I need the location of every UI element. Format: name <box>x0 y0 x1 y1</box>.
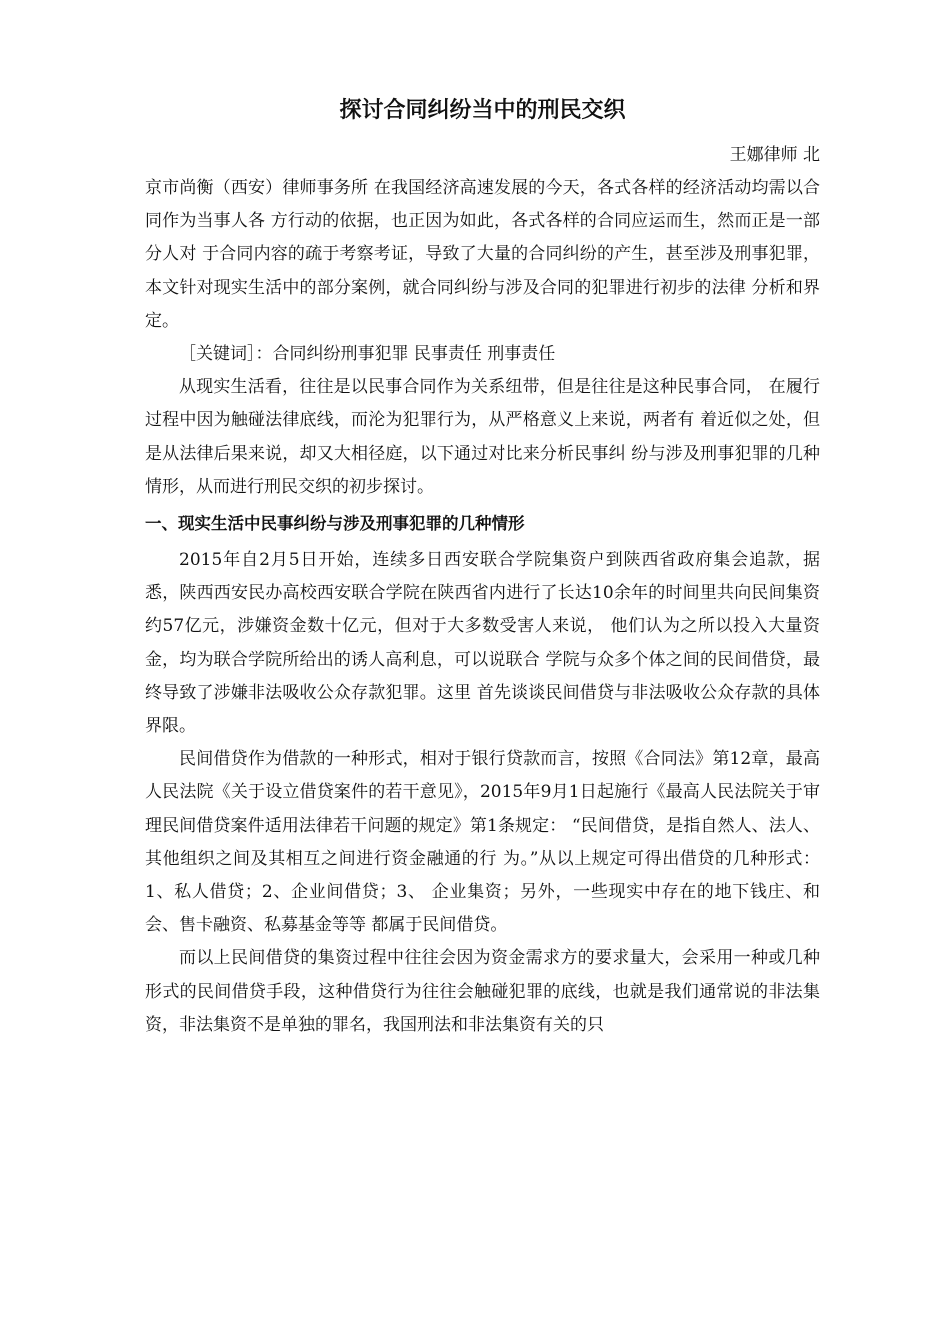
intro-paragraph: 京市尚衡（西安）律师事务所 在我国经济高速发展的今天，各式各样的经济活动均需以合同作为当事人各 方行动的依据，也正因为如此，各式各样的合同应运而生，然而正是一部分人对 于合同内容的疏于考察考证，导致了大量的合同纠纷的产生，甚至涉及刑事犯罪， 本文针对现实生活中的部分案例，就合同纠纷与涉及合同的犯罪进行初步的法律 分析和界定。 <box>145 178 820 331</box>
document-body <box>145 172 820 1042</box>
body-paragraph-4: 而以上民间借贷的集资过程中往往会因为资金需求方的要求量大，会采用一种或几种形式的民间借贷手段，这种借贷行为往往会触碰犯罪的底线，也就是我们通常说的非法集资，非法集资不是单独的罪名，我国刑法和非法集资有关的只 <box>145 948 820 1035</box>
body-paragraph-2: 2015年自2月5日开始，连续多日西安联合学院集资户到陕西省政府集会追款，据悉，陕西西安民办高校西安联合学院在陕西省内进行了长达10余年的时间里共向民间集资约57亿元，涉嫌资金数十亿元，但对于大多数受害人来说， 他们认为之所以投入大量资金，均为联合学院所给出的诱人高利息，可以说联合 学院与众多个体之间的民间借贷，最终导致了涉嫌非法吸收公众存款犯罪。这里 首先谈谈民间借贷与非法吸收公众存款的具体界限。 <box>145 550 820 737</box>
keywords-line: ［关键词］：合同纠纷刑事犯罪 民事责任 刑事责任 <box>179 344 556 365</box>
section-heading-1: 一、现实生活中民事纠纷与涉及刑事犯罪的几种情形 <box>145 514 525 534</box>
body-paragraph-1: 从现实生活看，往往是以民事合同作为关系纽带，但是往往是这种民事合同， 在履行过程中因为触碰法律底线，而沦为犯罪行为，从严格意义上来说，两者有 着近似之处，但是从法律后果来说，却又大相径庭，以下通过对比来分析民事纠 纷与涉及刑事犯罪的几种情形，从而进行刑民交织的初步探讨。 <box>145 377 820 497</box>
author-line: 王娜律师 北 <box>729 145 820 165</box>
document-title: 探讨合同纠纷当中的刑民交织 <box>339 98 626 123</box>
body-paragraph-3: 民间借贷作为借款的一种形式，相对于银行贷款而言，按照《合同法》第12章，最高人民法院《关于设立借贷案件的若干意见》，2015年9月1日起施行《最高人民法院关于审理民间借贷案件适用法律若干问题的规定》第1条规定： “民间借贷，是指自然人、法人、其他组织之间及其相互之间进行资金融通的行 为。”从以上规定可得出借贷的几种形式：1、私人借贷；2、企业间借贷；3、 企业集资；另外，一些现实中存在的地下钱庄、和会、售卡融资、私募基金等等 都属于民间借贷。 <box>145 749 820 936</box>
